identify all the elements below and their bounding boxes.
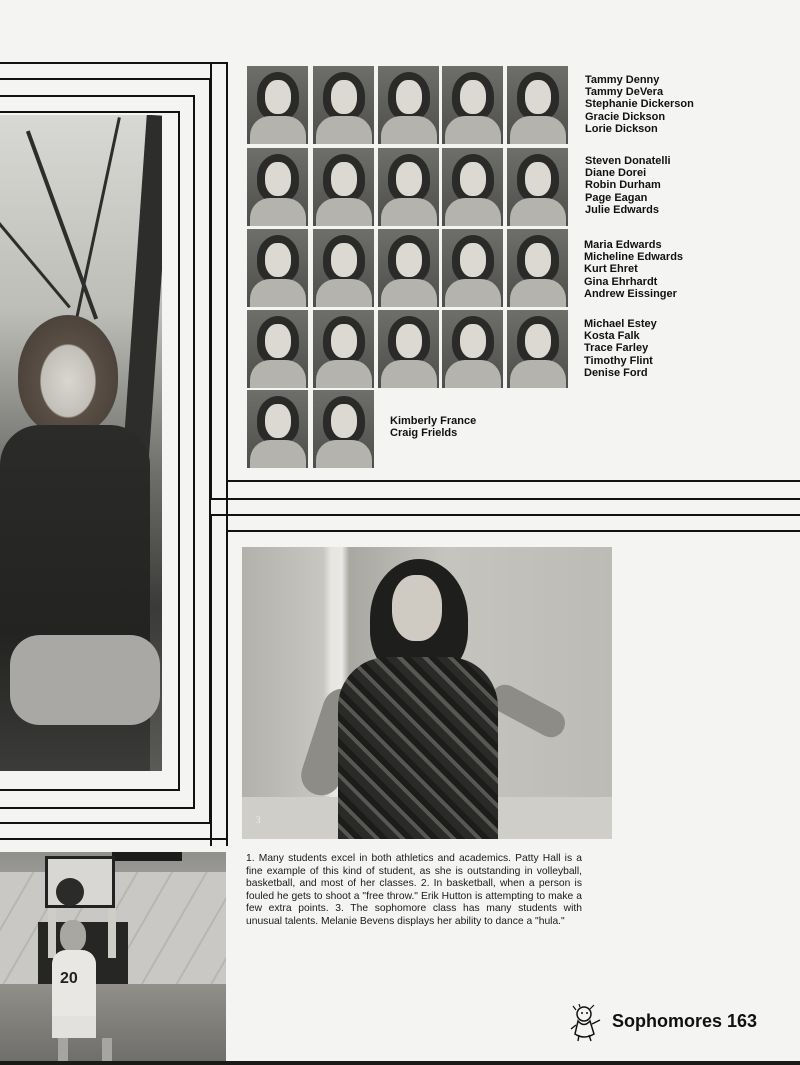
page-footer [612,1011,757,1032]
student-name: Diane Dorei [585,167,647,180]
student-photo-tree [0,115,162,771]
student-portrait [378,310,439,388]
student-portrait [313,390,374,468]
page-number: 163 [727,1011,758,1031]
student-portrait [313,229,374,307]
student-name: Timothy Flint [584,354,653,367]
basketball [56,878,84,906]
name-list-row-4 [584,318,657,379]
student-portrait [378,148,439,226]
student-portrait [442,229,503,307]
cartoon-mascot-icon [570,1004,602,1042]
student-portrait [507,229,568,307]
name-list-row-2 [585,155,671,216]
student-name: Kurt Ehret [584,263,638,276]
player-head [60,920,86,952]
student-name: Denise Ford [584,366,648,379]
student-name: Gina Ehrhardt [584,275,658,288]
player-shorts [52,1016,96,1038]
scoreboard [112,852,182,861]
student-name: Stephanie Dickerson [585,98,694,111]
student-name: Kimberly France [390,415,477,427]
free-throw-photo [0,852,226,1062]
student-portrait-face [18,315,118,435]
name-list-row-1 [585,74,694,135]
student-portrait [247,390,308,468]
student-portrait [507,148,568,226]
student-portrait [442,148,503,226]
section-title: Sophomores [612,1011,723,1031]
dancer-face [392,575,442,641]
student-portrait [313,310,374,388]
photo-caption: 1. Many students excel in both athletics and academics. Patty Hall is a fine example of this kind of student, as she is outstanding in volleyball, basketball, and most of her classes. 2. In basketball, when a person is fouled he gets to shoot a "free throw." Erik Hutton is attempting to make a few extra points. 3. The sophomore class has many students with unusual talents. Melanie Bevens displays her ability to dance a "hula." [246,853,582,927]
student-portrait [442,66,503,144]
student-name: Tammy Denny [585,74,660,86]
student-name: Craig Frields [390,427,458,440]
tree-branch [0,192,71,309]
student-name: Lorie Dickson [585,122,658,135]
dancer-dress [338,657,498,839]
student-name: Gracie Dickson [585,110,666,123]
tree-branch [26,130,98,319]
student-portrait [378,229,439,307]
student-name: Page Eagan [585,191,648,204]
hula-dance-photo [242,547,612,839]
court-floor [0,984,226,1062]
student-name: Michael Estey [584,318,657,330]
student-portrait [378,66,439,144]
student-name: Julie Edwards [585,203,659,216]
student-name: Kosta Falk [584,330,640,343]
student-name: Robin Durham [585,179,661,192]
student-name: Maria Edwards [584,239,662,251]
jersey-number: 20 [60,970,78,987]
student-portrait [313,148,374,226]
student-portrait [247,66,308,144]
student-name: Micheline Edwards [584,251,684,264]
dancer-arm [486,680,570,742]
student-name: Andrew Eissinger [584,287,677,300]
student-knee [10,635,160,725]
name-list-row-5 [390,415,476,439]
player-legs [58,1038,112,1062]
student-name: Tammy DeVera [585,86,664,99]
student-portrait [442,310,503,388]
student-portrait [313,66,374,144]
student-portrait [507,310,568,388]
name-list-row-3 [584,239,683,300]
student-name: Steven Donatelli [585,155,671,167]
student-portrait [247,229,308,307]
student-portrait [247,310,308,388]
student-name: Trace Farley [584,342,649,355]
student-portrait [247,148,308,226]
page-bottom-rule [0,1061,800,1065]
photo-number: 3 [256,815,261,825]
tree-branch [72,117,121,333]
student-portrait [507,66,568,144]
